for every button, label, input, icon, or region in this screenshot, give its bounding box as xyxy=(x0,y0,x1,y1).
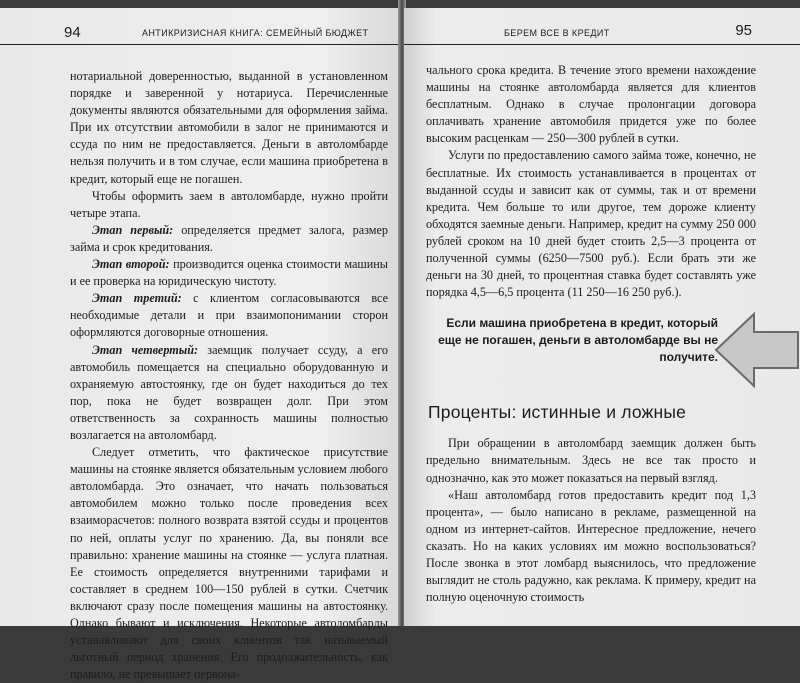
stage-text-2: производится оценка стоимости машины и ее проверка на юридическую чистоту. xyxy=(70,257,388,289)
stage-label-4: Этап четвертый: xyxy=(92,342,199,357)
stage-text-1: определяется предмет залога, размер займа и срок кредитования. xyxy=(70,222,388,254)
left-running-head xyxy=(0,22,400,45)
stage-text-4: заемщик получает ссуду, а его автомобиль помещается на специально оборудованную и охраняемую автостоянку, где он будет находиться до тех пор, пока не будет возвращен долг. При этом ответственность за сохранность машины полностью возлагается на автоломбард. xyxy=(70,342,388,442)
left-page-number: 94 xyxy=(64,24,81,41)
stage-paragraph-2 xyxy=(70,256,388,290)
stage-label-1: Этап первый: xyxy=(92,222,174,237)
stage-text-3: с клиентом согласовываются все необходимые детали и при взаимопонимании сторон оформляются договорные отношения. xyxy=(70,291,389,340)
left-text-column xyxy=(70,68,388,683)
section-heading: Проценты: истинные и ложные xyxy=(428,402,687,423)
right-running-title: БЕРЕМ ВСЕ В КРЕДИТ xyxy=(504,28,610,38)
left-paragraph-2: Чтобы оформить заем в автоломбарде, нужно пройти четыре этапа. xyxy=(70,188,388,220)
stage-paragraph-1 xyxy=(70,222,388,256)
left-paragraph-last: Следует отметить, что фактическое присутствие машины на стоянке является обязательным условием любого автоломбарда. Это означает, что начать пользоваться автомобилем можно только после проведения всех взаиморасчетов: полного возврата взятой ссуды и процентов по ней, оплаты услуг по хранению. Да, вы поняли все правильно: хранение машины на стоянке — услуга платная. Ее стоимость определяется внутренними тарифами и составляет в среднем 100—150 рублей в сутки. Счетчик включают сразу после помещения машины на автостоянку. Однако бывают и исключения. Некоторые автоломбарды устанавливают для своих клиентов так называемый льготный период хранения. Его продолжительность, как правило, не превышает первона- xyxy=(70,445,388,682)
stage-paragraph-3 xyxy=(70,290,388,341)
margin-callout: Если машина приобретена в кредит, который еще не погашен, деньги в автоломбарде вы не получите. xyxy=(438,316,718,365)
left-running-title: АНТИКРИЗИСНАЯ КНИГА: СЕМЕЙНЫЙ БЮДЖЕТ xyxy=(142,28,369,38)
left-page xyxy=(0,8,400,682)
right-paragraph-2: Услуги по предоставлению самого займа тоже, конечно, не бесплатные. Их стоимость устанавливается в процентах от выданной ссуды и зависит как от суммы, так и от времени кредита. Чем больше то или другое, тем дороже клиенту обходятся заемные деньги. Например, кредит на сумму 250 000 рублей сроком на 10 дней будет стоить 2,5—3 процента от полученной суммы (6250—7500 руб.). Если брать эти же деньги на 30 дней, то процентная ставка будет составлять уже порядка 4,5—6,5 процента (11 250—16 250 руб.). xyxy=(426,148,756,300)
left-paragraph-1: нотариальной доверенностью, выданной в установленном порядке и заверенной у нотариуса. Перечисленные документы являются обязательными для оформления займа. При их отсутствии автомобили в залог не принимаются и ссуда по ним не предоставляется. Деньги в автоломбарде нельзя получить и в том случае, если машина приобретена в кредит, который еще не погашен. xyxy=(70,69,388,186)
right-paragraph-3: При обращении в автоломбард заемщик должен быть предельно внимательным. Здесь не все так просто и однозначно, как это может показаться на первый взгляд. xyxy=(426,436,756,485)
stage-label-2: Этап второй: xyxy=(92,257,170,272)
stage-paragraph-4 xyxy=(70,342,388,445)
right-page xyxy=(404,8,800,626)
right-running-head xyxy=(404,22,800,45)
right-text-column xyxy=(426,62,756,606)
stage-label-3: Этап третий: xyxy=(92,291,182,306)
right-paragraph-4: «Наш автоломбард готов предоставить кредит под 1,3 процента», — было написано в рекламе, размещенной на одном из интернет-сайтов. Интересное предложение, нечего сказать. Но на каких условиях им можно воспользоваться? После звонка в этот ломбард выяснилось, что предложение выглядит не столь радужно, как реклама. К примеру, кредит на полную оценочную стоимость xyxy=(426,487,756,605)
right-paragraph-1: чального срока кредита. В течение этого времени нахождение машины на стоянке автоломбарда является для клиентов бесплатным. Однако в случае пролонгации договора оплачивать хранение автомобиля придется уже по более высоким расценкам — 250—300 рублей в сутки. xyxy=(426,63,756,146)
right-page-number: 95 xyxy=(735,22,752,39)
